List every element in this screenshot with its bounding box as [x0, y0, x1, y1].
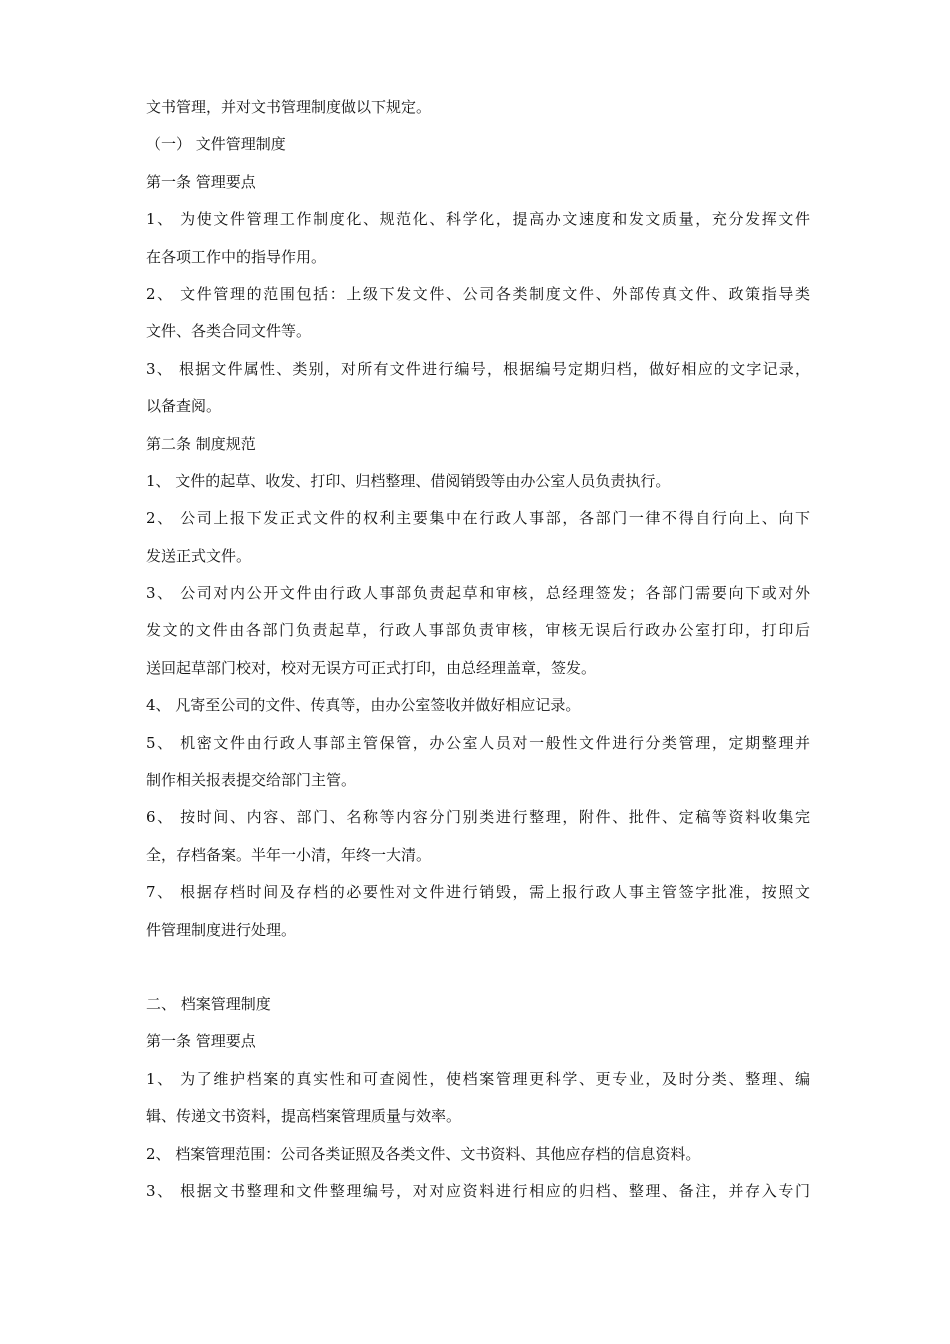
- paragraph-line: 2、 文件管理的范围包括：上级下发文件、公司各类制度文件、外部传真文件、政策指导类: [146, 284, 810, 303]
- paragraph-line: 1、 文件的起草、收发、打印、归档整理、借阅销毁等由办公室人员负责执行。: [146, 471, 671, 490]
- paragraph-line: 文件、各类合同文件等。: [146, 322, 312, 341]
- section-heading: 二、 档案管理制度: [146, 994, 271, 1013]
- blank-line: [146, 952, 810, 989]
- document-page: [146, 92, 810, 1213]
- paragraph-line: 发送正式文件。: [146, 546, 252, 565]
- paragraph-line: 全，存档备案。半年一小清，年终一大清。: [146, 845, 432, 864]
- section-heading: （一） 文件管理制度: [146, 135, 286, 154]
- paragraph-line: 文书管理，并对文书管理制度做以下规定。: [146, 98, 432, 116]
- paragraph-line: 送回起草部门校对，校对无误方可正式打印，由总经理盖章，签发。: [146, 658, 597, 677]
- paragraph-line: 7、 根据存档时间及存档的必要性对文件进行销毁，需上报行政人事主管签字批准，按照文: [146, 883, 810, 902]
- paragraph-line: 件管理制度进行处理。: [146, 920, 297, 939]
- paragraph-line: 6、 按时间、内容、部门、名称等内容分门别类进行整理，附件、批件、定稿等资料收集完: [146, 808, 810, 827]
- paragraph-line: 3、 根据文书整理和文件整理编号，对对应资料进行相应的归档、整理、备注，并存入专门: [146, 1181, 810, 1200]
- paragraph-line: 2、 档案管理范围：公司各类证照及各类文件、文书资料、其他应存档的信息资料。: [146, 1144, 701, 1163]
- paragraph-line: 5、 机密文件由行政人事部主管保管，办公室人员对一般性文件进行分类管理，定期整理并: [146, 733, 810, 752]
- article-heading: 第一条 管理要点: [146, 172, 256, 191]
- paragraph-line: 3、 根据文件属性、类别，对所有文件进行编号，根据编号定期归档，做好相应的文字记录，: [146, 359, 810, 378]
- article-heading: 第二条 制度规范: [146, 434, 256, 453]
- paragraph-line: 辑、传递文书资料，提高档案管理质量与效率。: [146, 1107, 462, 1126]
- paragraph-line: 制作相关报表提交给部门主管。: [146, 771, 357, 790]
- paragraph-line: 1、 为了维护档案的真实性和可查阅性，使档案管理更科学、更专业，及时分类、整理、编: [146, 1069, 810, 1088]
- paragraph-line: 发文的文件由各部门负责起草，行政人事部负责审核，审核无误后行政办公室打印，打印后: [146, 621, 810, 640]
- paragraph-line: 1、 为使文件管理工作制度化、规范化、科学化，提高办文速度和发文质量，充分发挥文件: [146, 210, 810, 229]
- paragraph-line: 在各项工作中的指导作用。: [146, 247, 327, 266]
- paragraph-line: 3、 公司对内公开文件由行政人事部负责起草和审核，总经理签发；各部门需要向下或对外: [146, 584, 810, 603]
- article-heading: 第一条 管理要点: [146, 1032, 256, 1051]
- paragraph-line: 2、 公司上报下发正式文件的权利主要集中在行政人事部，各部门一律不得自行向上、向下: [146, 509, 810, 528]
- paragraph-line: 4、 凡寄至公司的文件、传真等，由办公室签收并做好相应记录。: [146, 696, 581, 715]
- paragraph-line: 以备查阅。: [146, 397, 222, 416]
